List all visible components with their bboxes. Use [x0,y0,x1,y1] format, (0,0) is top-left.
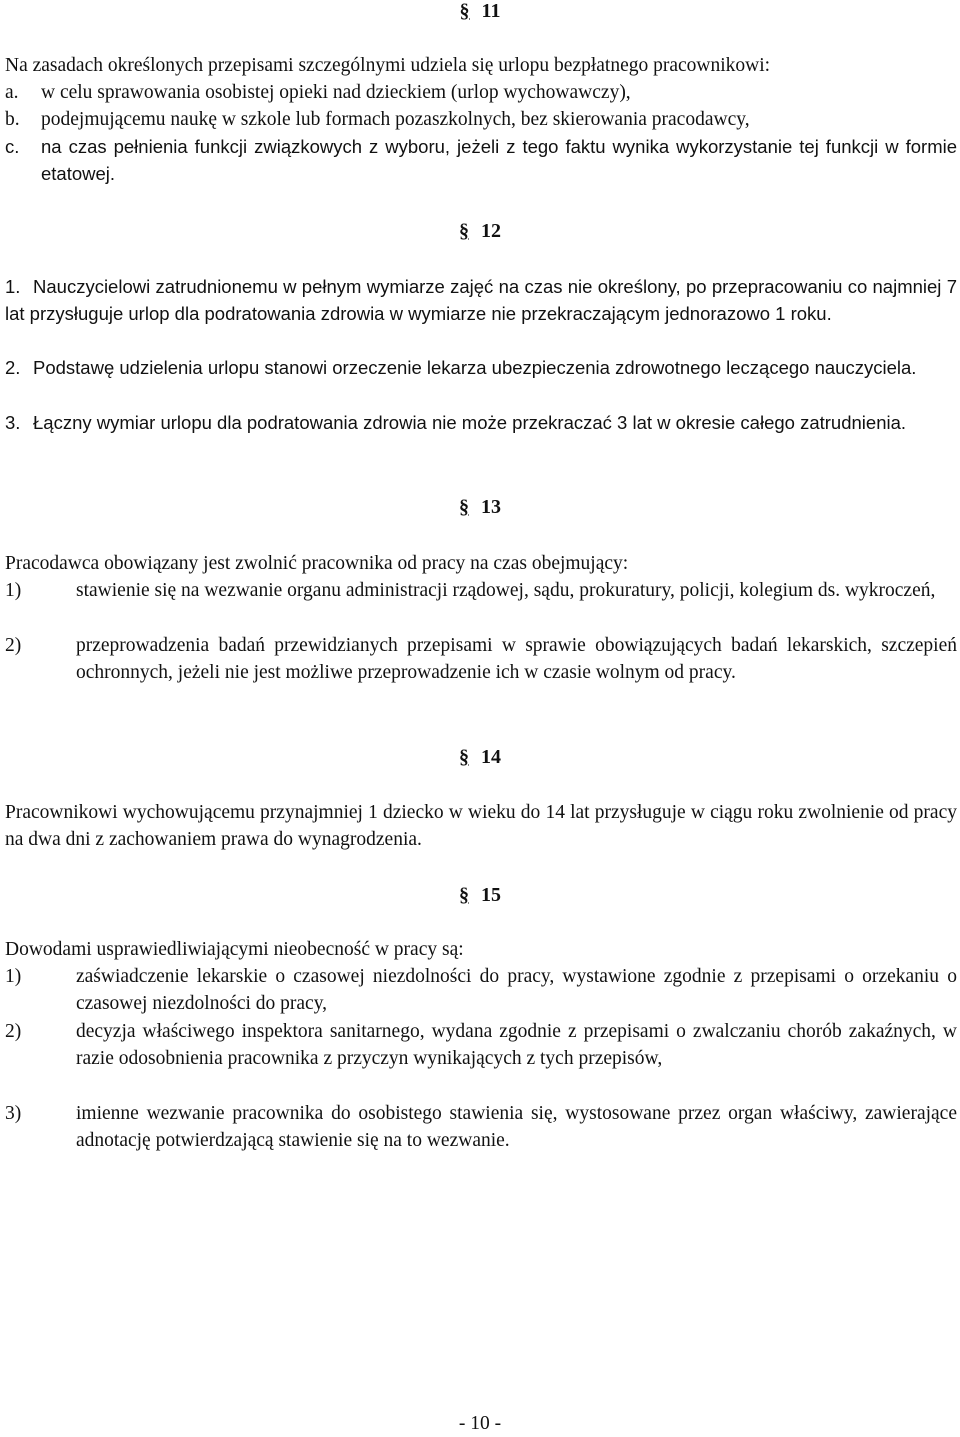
section-heading-13 [0,494,960,521]
section-11-intro: Na zasadach określonych przepisami szczególnymi udziela się urlopu bezpłatnego pracownikowi: [5,55,771,76]
item-label: 2) [5,635,22,656]
item-text: przeprowadzenia badań przewidzianych przepisami w sprawie obowiązujących badań lekarskich, szczepień ochronnych, jeżeli nie jest możliwe przeprowadzenie ich w czasie wolnym od pracy. [76,635,957,683]
item-text: Podstawę udzielenia urlopu stanowi orzeczenie lekarza ubezpieczenia zdrowotnego leczącego nauczyciela. [33,357,917,378]
item-label: a. [5,82,19,103]
item-text: w celu sprawowania osobistej opieki nad dzieckiem (urlop wychowawczy), [41,82,631,103]
section-symbol: § [459,884,469,906]
page-number: - 10 - [458,1413,502,1434]
section-number: 13 [481,496,501,518]
section-heading-14 [0,744,960,771]
item-text: Łączny wymiar urlopu dla podratowania zdrowia nie może przekraczać 3 lat w okresie całego zatrudnienia. [33,412,907,433]
section-13-intro: Pracodawca obowiązany jest zwolnić pracownika od pracy na czas obejmujący: [5,553,629,574]
section-12-item-1 [5,273,957,327]
item-text: na czas pełnienia funkcji związkowych z wyboru, jeżeli z tego faktu wynika wykorzystanie tej funkcji w formie etatowej. [41,136,957,184]
section-number: 12 [481,220,501,242]
section-symbol: § [459,0,470,22]
section-number: 14 [481,746,501,768]
section-15-item-3 [5,1100,957,1154]
section-symbol: § [459,746,469,768]
item-text: podejmującemu naukę w szkole lub formach pozaszkolnych, bez skierowania pracodawcy, [41,109,750,130]
section-15-intro: Dowodami usprawiedliwiającymi nieobecność w pracy są: [5,939,464,960]
item-text: decyzja właściwego inspektora sanitarnego, wydana zgodnie z przepisami o zwalczaniu chorób zakaźnych, w razie odosobnienia pracownika z przyczyn wynikających z tych przepisów, [76,1021,957,1069]
item-label: 2. [5,357,21,378]
item-label: 2) [5,1021,22,1042]
section-number: 15 [481,884,501,906]
section-12-item-2 [5,354,957,381]
item-text: zaświadczenie lekarskie o czasowej niezdolności do pracy, wystawione zgodnie z przepisami o orzekaniu o czasowej niezdolności do pracy, [76,966,957,1014]
section-heading-12 [0,218,960,245]
section-number: 11 [481,0,501,22]
section-symbol: § [459,220,469,242]
item-label: 3. [5,412,21,433]
item-text: stawienie się na wezwanie organu administracji rządowej, sądu, prokuratury, policji, kolegium ds. wykroczeń, [76,580,936,601]
section-11-item-b [5,106,957,133]
section-13-item-2 [5,632,957,686]
section-heading-15 [0,882,960,909]
item-label: 1) [5,966,22,987]
section-heading-11 [0,0,960,25]
item-label: 1) [5,580,22,601]
item-label: c. [5,136,20,157]
item-text: imienne wezwanie pracownika do osobistego stawienia się, wystosowane przez organ właściwy, zawierające adnotację potwierdzającą stawienie się na to wezwanie. [76,1103,957,1151]
item-label: 1. [5,276,21,297]
section-14-text: Pracownikowi wychowującemu przynajmniej 1 dziecko w wieku do 14 lat przysługuje w ciągu roku zwolnienie od pracy na dwa dni z zachowaniem prawa do wynagrodzenia. [5,802,957,850]
item-label: b. [5,109,20,130]
section-13-item-1 [5,577,957,604]
section-11-item-c [5,133,957,187]
section-15-item-1 [5,963,957,1017]
item-text: Nauczycielowi zatrudnionemu w pełnym wymiarze zajęć na czas nie określony, po przepracowaniu co najmniej 7 lat przysługuje urlop dla podratowania zdrowia w wymiarze nie przekraczającym jednorazowo 1 roku. [5,276,957,324]
section-symbol: § [459,496,469,518]
item-label: 3) [5,1103,22,1124]
section-15-item-2 [5,1018,957,1072]
section-11-item-a [5,79,957,106]
section-12-item-3 [5,409,957,436]
